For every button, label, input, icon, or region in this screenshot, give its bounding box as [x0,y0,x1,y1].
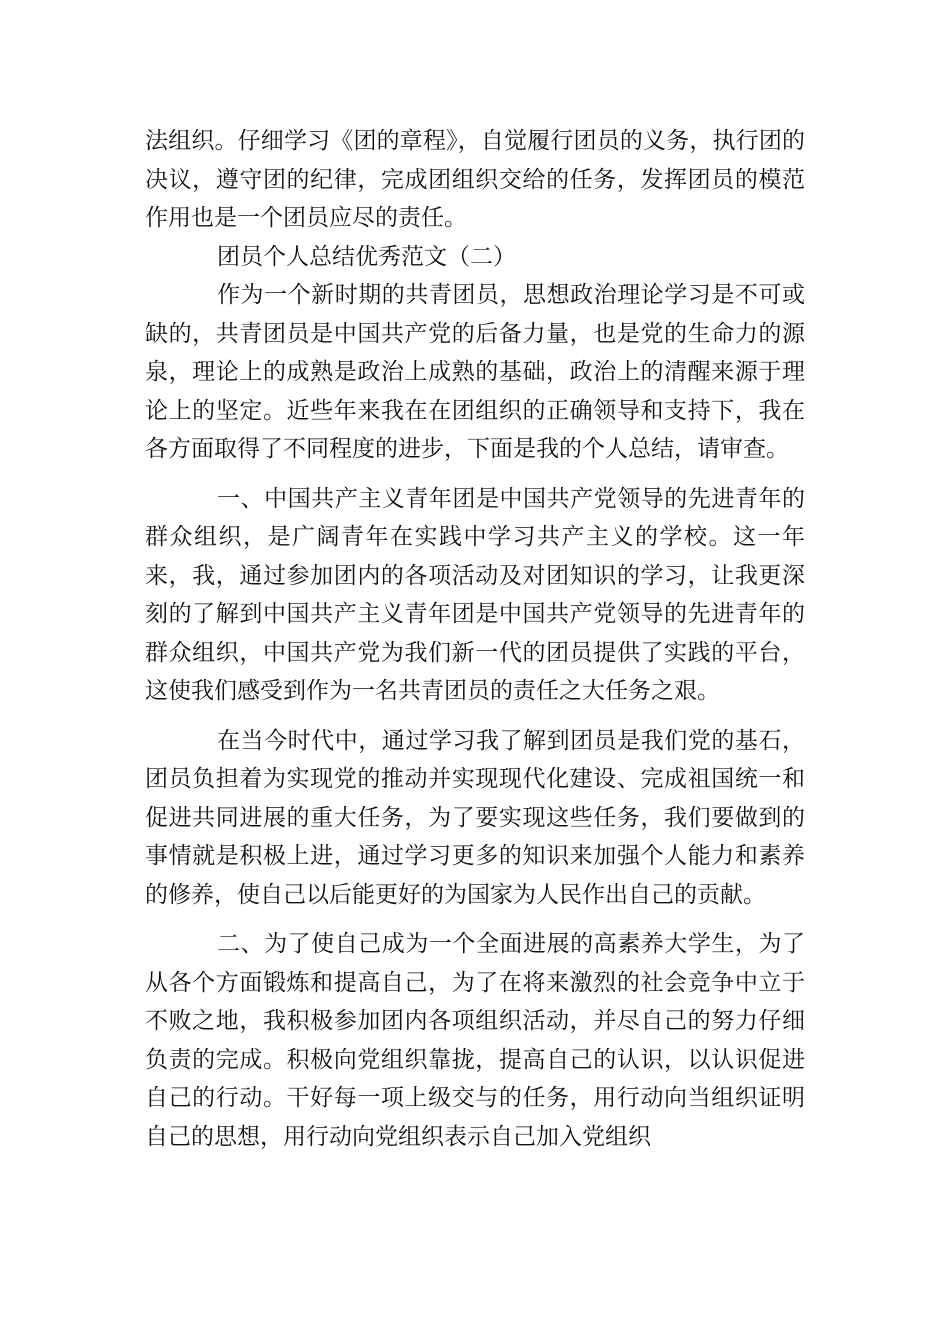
paragraph-era: 在当今时代中，通过学习我了解到团员是我们党的基石，团员负担着为实现党的推动并实现现代化建设、完成祖国统一和促进共同进展的重大任务，为了要实现这些任务，我们要做到的事情就是积极上进，通过学习更多的知识来加强个人能力和素养的修养，使自己以后能更好的为国家为人民作出自己的贡献。 [145,727,805,908]
document-body [145,122,805,1156]
paragraph-continuation: 法组织。仔细学习《团的章程》，自觉履行团员的义务，执行团的决议，遵守团的纪律，完成团组织交给的任务，发挥团员的模范作用也是一个团员应尽的责任。 [145,128,805,231]
paragraph-point-one: 一、中国共产主义青年团是中国共产党领导的先进青年的群众组织，是广阔青年在实践中学习共产主义的学校。这一年来，我，通过参加团内的各项活动及对团知识的学习，让我更深刻的了解到中国共产主义青年团是中国共产党领导的先进青年的群众组织，中国共产党为我们新一代的团员提供了实践的平台，这使我们感受到作为一名共青团员的责任之大任务之艰。 [145,485,805,704]
paragraph-intro: 作为一个新时期的共青团员，思想政治理论学习是不可或缺的，共青团员是中国共产党的后备力量，也是党的生命力的源泉，理论上的成熟是政治上成熟的基础，政治上的清醒来源于理论上的坚定。近些年来我在在团组织的正确领导和支持下，我在各方面取得了不同程度的进步，下面是我的个人总结，请审查。 [145,282,805,462]
section-heading: 团员个人总结优秀范文（二） [217,243,516,270]
paragraph-point-two: 二、为了使自己成为一个全面进展的高素养大学生，为了从各个方面锻炼和提高自己，为了在将来激烈的社会竞争中立于不败之地，我积极参加团内各项组织活动，并尽自己的努力仔细负责的完成。积极向党组织靠拢，提高自己的认识，以认识促进自己的行动。干好每一项上级交与的任务，用行动向当组织证明自己的思想，用行动向党组织表示自己加入党组织 [145,931,805,1150]
